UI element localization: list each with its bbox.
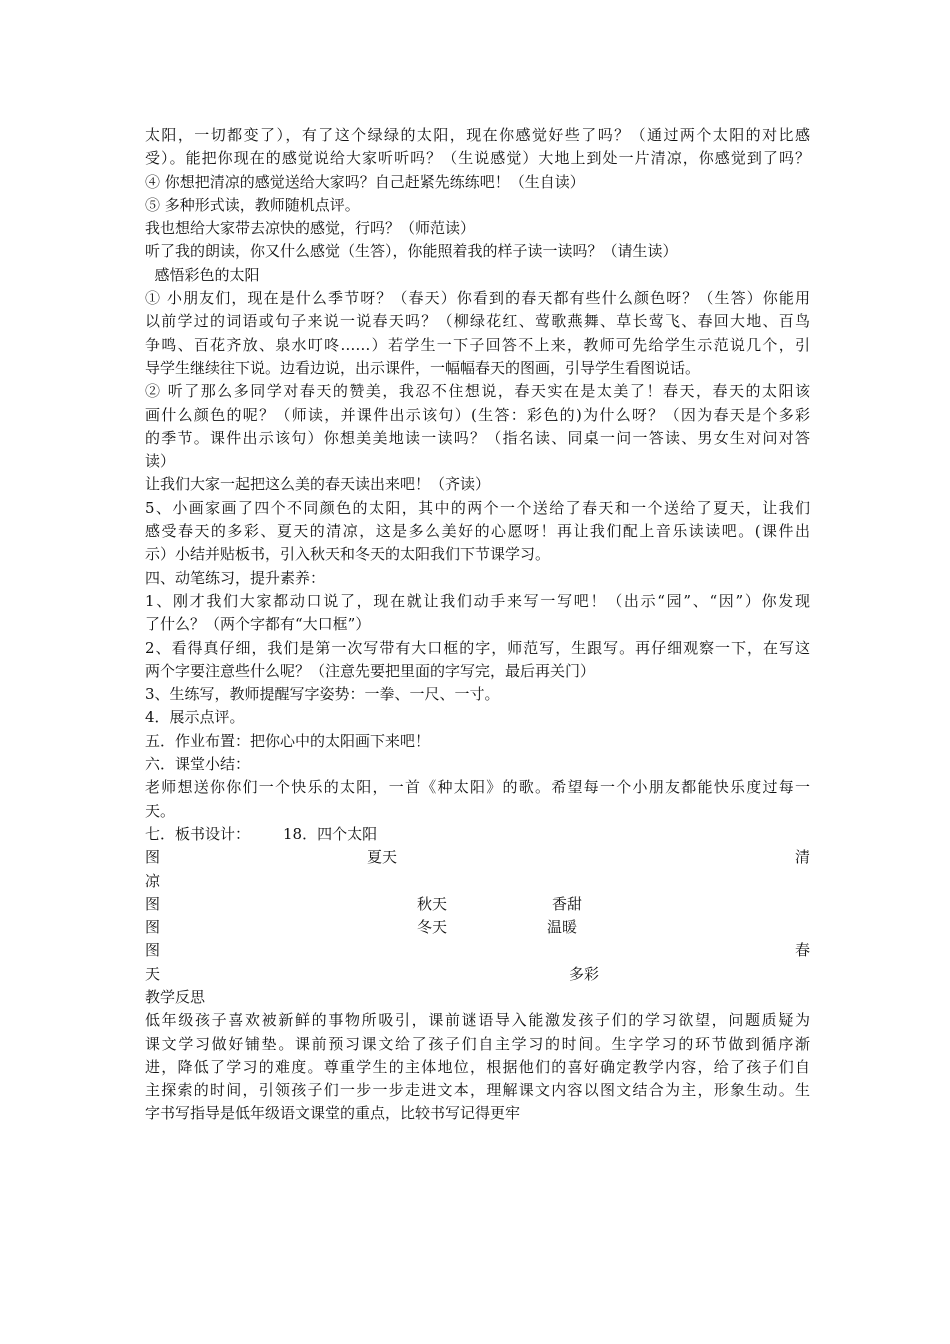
text-line: 导学生继续往下说。边看边说，出示课件，一幅幅春天的图画，引导学生看图说话。 [145, 358, 701, 377]
board-row [145, 916, 810, 939]
board-cell: 清 [794, 848, 810, 867]
text-line: 画什么颜色的呢？（师读，并课件出示该句）(生答：彩色的)为什么呀？（因为春天是个多彩 [145, 405, 810, 424]
text-line: 的季节。课件出示该句）你想美美地读一读吗？（指名读、同桌一问一答读、男女生对问对答 [145, 428, 810, 447]
board-design-title: 18．四个太阳 [283, 824, 378, 843]
board-cell: 香甜 [552, 894, 583, 913]
section-heading: 六．课堂小结： [145, 755, 251, 774]
text-line: 示）小结并贴板书，引入秋天和冬天的太阳我们下节课学习。 [145, 545, 551, 564]
text-line: 2、看得真仔细，我们是第一次写带有大口框的字，师范写，生跟写。再仔细观察一下，在写这 [145, 638, 810, 657]
text-line: 两个字要注意些什么呢？（注意先要把里面的字写完，最后再关门） [145, 661, 596, 680]
board-row [145, 870, 810, 893]
text-line: ② 听了那么多同学对春天的赞美，我忍不住想说，春天实在是太美了！春天，春天的太阳该 [145, 382, 810, 401]
board-design-heading: 七．板书设计： [145, 824, 251, 843]
text-line: 感受春天的多彩、夏天的清凉，这是多么美好的心愿呀！再让我们配上音乐读读吧。(课件出 [145, 522, 810, 541]
board-cell: 温暖 [547, 918, 578, 937]
text-line: 以前学过的词语或句子来说一说春天吗？（柳绿花红、莺歌燕舞、草长莺飞、春回大地、百鸟 [145, 312, 810, 331]
reflection-line: 主探索的时间，引领孩子们一步一步走进文本，理解课文内容以图文结合为主，形象生动。生 [145, 1081, 810, 1100]
board-row [145, 963, 810, 986]
board-cell: 夏天 [367, 848, 398, 867]
board-row [145, 939, 810, 962]
text-line: ④ 你想把清凉的感觉送给大家吗？自己赶紧先练练吧！（生自读） [145, 172, 585, 191]
text-line: 4．展示点评。 [145, 708, 245, 727]
document-body [145, 124, 810, 1126]
reflection-line: 课文学习做好铺垫。课前预习课文给了孩子们自主学习的时间。生字学习的环节做到循序渐 [145, 1034, 810, 1053]
text-line: 听了我的朗读，你又什么感觉（生答），你能照着我的样子读一读吗？（请生读） [145, 242, 678, 261]
board-cell: 图 [145, 894, 161, 913]
text-line: 老师想送你你们一个快乐的太阳，一首《种太阳》的歌。希望每一个小朋友都能快乐度过每一 [145, 778, 810, 797]
section-heading: 四、动笔练习，提升素养： [145, 568, 326, 587]
text-line: 天。 [145, 801, 176, 820]
board-row [145, 893, 810, 916]
text-line: 3、生练写，教师提醒写字姿势：一拳、一尺、一寸。 [145, 685, 500, 704]
board-cell: 天 [145, 964, 161, 983]
board-cell: 图 [145, 918, 161, 937]
section-heading: 感悟彩色的太阳 [145, 265, 260, 284]
text-line: 我也想给大家带去凉快的感觉，行吗？（师范读） [145, 219, 476, 238]
reflection-line: 低年级孩子喜欢被新鲜的事物所吸引，课前谜语导入能激发孩子们的学习欲望，问题质疑为 [145, 1011, 810, 1030]
reflection-line: 进，降低了学习的难度。尊重学生的主体地位，根据他们的喜好确定教学内容，给了孩子们自 [145, 1057, 810, 1076]
text-line: 5、小画家画了四个不同颜色的太阳，其中的两个一个送给了春天和一个送给了夏天，让我们 [145, 498, 810, 517]
text-line: 读） [145, 452, 176, 471]
board-cell: 多彩 [569, 964, 600, 983]
board-cell: 凉 [145, 871, 161, 890]
reflection-line: 字书写指导是低年级语文课堂的重点，比较书写记得更牢 [145, 1104, 521, 1123]
text-line: 让我们大家一起把这么美的春天读出来吧！（齐读） [145, 475, 491, 494]
text-line: 争鸣、百花齐放、泉水叮咚……）若学生一下子回答不上来，教师可先给学生示范说几个，引 [145, 335, 810, 354]
board-design-heading-row [145, 823, 810, 846]
board-cell: 秋天 [417, 894, 448, 913]
text-line: 1、刚才我们大家都动口说了，现在就让我们动手来写一写吧！（出示“园”、“因”）你发现 [145, 591, 810, 610]
text-line: ① 小朋友们，现在是什么季节呀？（春天）你看到的春天都有些什么颜色呀？（生答）你能用 [145, 289, 810, 308]
board-cell: 图 [145, 941, 161, 960]
text-line: 受）。能把你现在的感觉说给大家听听吗？（生说感觉）大地上到处一片清凉，你感觉到了吗？ [145, 149, 810, 168]
text-line: ⑤ 多种形式读，教师随机点评。 [145, 195, 360, 214]
board-cell: 春 [794, 941, 810, 960]
text-line: 了什么？（两个字都有“大口框”） [145, 615, 371, 634]
board-cell: 图 [145, 848, 161, 867]
section-heading: 五．作业布置：把你心中的太阳画下来吧！ [145, 731, 431, 750]
board-cell: 冬天 [417, 918, 448, 937]
board-row [145, 846, 810, 869]
text-line: 太阳，一切都变了），有了这个绿绿的太阳，现在你感觉好些了吗？（通过两个太阳的对比感 [145, 126, 810, 144]
reflection-heading: 教学反思 [145, 987, 206, 1006]
